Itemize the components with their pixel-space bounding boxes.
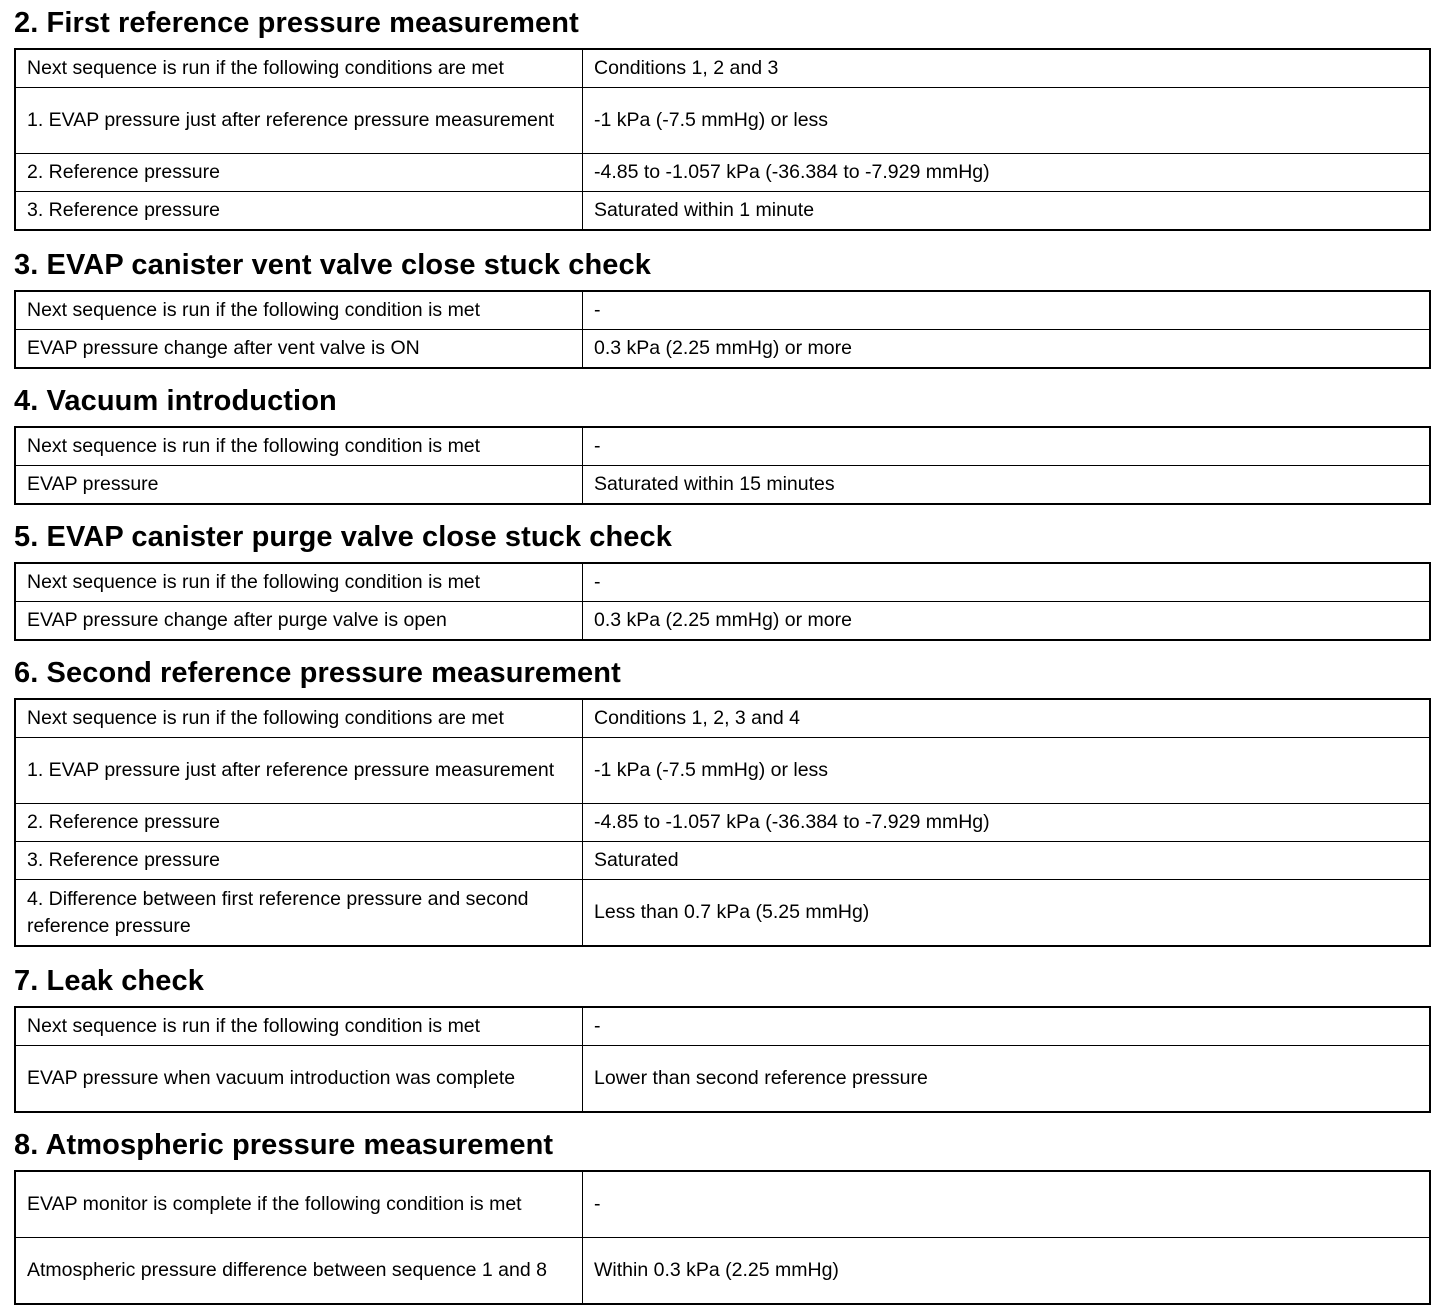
table-row	[15, 88, 1430, 154]
condition-value: -	[583, 427, 1431, 466]
condition-label: 4. Difference between first reference pressure and second reference pressure	[15, 880, 583, 947]
section-title: 7. Leak check	[14, 965, 204, 997]
condition-value: -4.85 to -1.057 kPa (-36.384 to -7.929 mmHg)	[583, 804, 1431, 842]
section-purge-valve-stuck-check	[14, 520, 1431, 641]
table-row	[15, 1171, 1430, 1238]
section-title: 8. Atmospheric pressure measurement	[14, 1129, 554, 1161]
table-row	[15, 738, 1430, 804]
condition-label: 2. Reference pressure	[15, 804, 583, 842]
table-row	[15, 49, 1430, 88]
section-atmospheric-pressure	[14, 1128, 1431, 1305]
spec-table	[14, 48, 1431, 231]
section-vacuum-introduction	[14, 384, 1431, 505]
condition-label: EVAP pressure	[15, 466, 583, 505]
spec-table	[14, 290, 1431, 369]
spec-table	[14, 562, 1431, 641]
spec-table	[14, 698, 1431, 947]
condition-value: 0.3 kPa (2.25 mmHg) or more	[583, 330, 1431, 369]
condition-value: -1 kPa (-7.5 mmHg) or less	[583, 88, 1431, 154]
condition-value: -1 kPa (-7.5 mmHg) or less	[583, 738, 1431, 804]
section-title: 6. Second reference pressure measurement	[14, 657, 621, 689]
section-title: 2. First reference pressure measurement	[14, 7, 579, 39]
condition-label: 2. Reference pressure	[15, 154, 583, 192]
table-row	[15, 880, 1430, 947]
condition-label: EVAP pressure change after purge valve is open	[15, 602, 583, 641]
condition-label: EVAP pressure change after vent valve is ON	[15, 330, 583, 369]
condition-label: Next sequence is run if the following conditions are met	[15, 699, 583, 738]
spec-table	[14, 1170, 1431, 1305]
condition-value: Less than 0.7 kPa (5.25 mmHg)	[583, 880, 1431, 947]
table-row	[15, 291, 1430, 330]
condition-label: 3. Reference pressure	[15, 842, 583, 880]
condition-value: -	[583, 1171, 1431, 1238]
table-row	[15, 192, 1430, 231]
section-vent-valve-stuck-check	[14, 248, 1431, 369]
table-row	[15, 1238, 1430, 1305]
condition-label: 1. EVAP pressure just after reference pressure measurement	[15, 738, 583, 804]
section-title: 5. EVAP canister purge valve close stuck check	[14, 521, 672, 553]
table-row	[15, 804, 1430, 842]
condition-value: 0.3 kPa (2.25 mmHg) or more	[583, 602, 1431, 641]
condition-value: -4.85 to -1.057 kPa (-36.384 to -7.929 mmHg)	[583, 154, 1431, 192]
condition-value: Conditions 1, 2, 3 and 4	[583, 699, 1431, 738]
condition-label: Next sequence is run if the following conditions are met	[15, 49, 583, 88]
table-row	[15, 602, 1430, 641]
condition-label: Next sequence is run if the following condition is met	[15, 427, 583, 466]
section-leak-check	[14, 964, 1431, 1113]
condition-label: Next sequence is run if the following condition is met	[15, 563, 583, 602]
condition-value: Lower than second reference pressure	[583, 1046, 1431, 1113]
condition-value: Conditions 1, 2 and 3	[583, 49, 1431, 88]
condition-label: EVAP monitor is complete if the following condition is met	[15, 1171, 583, 1238]
condition-value: Within 0.3 kPa (2.25 mmHg)	[583, 1238, 1431, 1305]
table-row	[15, 842, 1430, 880]
condition-label: Next sequence is run if the following condition is met	[15, 1007, 583, 1046]
table-row	[15, 563, 1430, 602]
spec-table	[14, 1006, 1431, 1113]
condition-value: -	[583, 1007, 1431, 1046]
table-row	[15, 466, 1430, 505]
condition-value: -	[583, 291, 1431, 330]
table-row	[15, 1007, 1430, 1046]
section-title: 4. Vacuum introduction	[14, 385, 337, 417]
table-row	[15, 330, 1430, 369]
table-row	[15, 1046, 1430, 1113]
condition-label: 3. Reference pressure	[15, 192, 583, 231]
table-row	[15, 699, 1430, 738]
condition-value: Saturated within 15 minutes	[583, 466, 1431, 505]
condition-value: Saturated	[583, 842, 1431, 880]
condition-label: EVAP pressure when vacuum introduction was complete	[15, 1046, 583, 1113]
section-second-reference-pressure	[14, 656, 1431, 947]
section-title: 3. EVAP canister vent valve close stuck check	[14, 249, 651, 281]
section-first-reference-pressure	[14, 6, 1431, 231]
condition-label: Atmospheric pressure difference between sequence 1 and 8	[15, 1238, 583, 1305]
table-row	[15, 154, 1430, 192]
condition-label: Next sequence is run if the following condition is met	[15, 291, 583, 330]
condition-value: Saturated within 1 minute	[583, 192, 1431, 231]
condition-value: -	[583, 563, 1431, 602]
condition-label: 1. EVAP pressure just after reference pressure measurement	[15, 88, 583, 154]
table-row	[15, 427, 1430, 466]
spec-table	[14, 426, 1431, 505]
